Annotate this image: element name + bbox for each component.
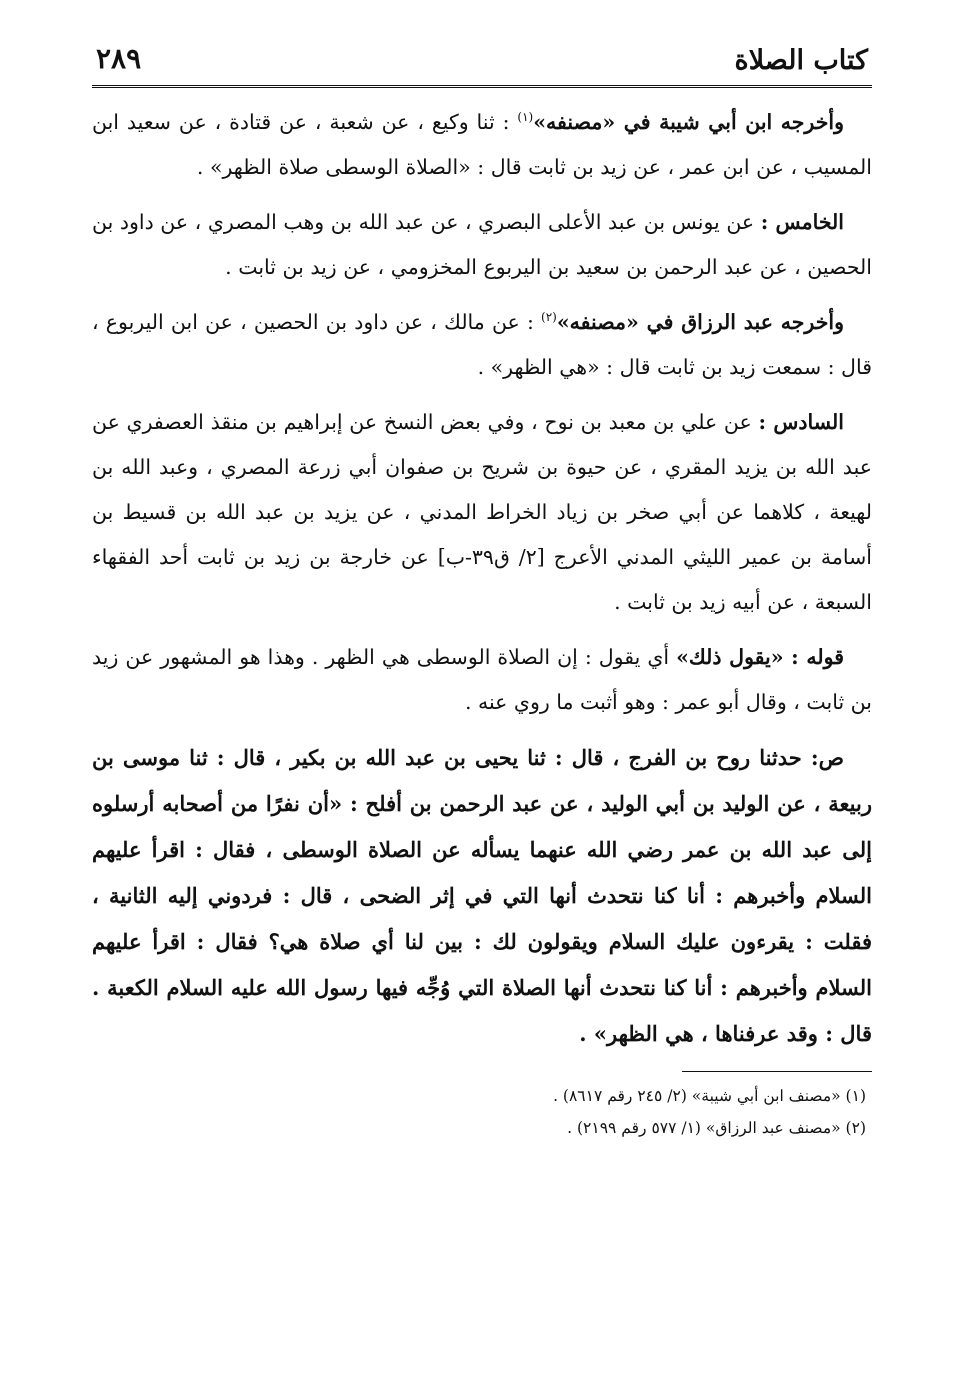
paragraph xyxy=(92,400,872,625)
paragraph-text: أي يقول : إن الصلاة الوسطى هي الظهر . وهذا هو المشهور عن زيد بن ثابت ، وقال أبو عمر : وهو أثبت ما روي عنه . xyxy=(92,645,872,714)
footnote: (١) «مصنف ابن أبي شيبة» (٢/ ٢٤٥ رقم ٨٦١٧) . xyxy=(553,1087,866,1105)
paragraph xyxy=(92,635,872,725)
page-number: ٢٨٩ xyxy=(96,42,142,75)
footnote-reference[interactable]: (٢) xyxy=(541,310,557,325)
paragraph xyxy=(92,300,872,390)
paragraph-text: : ثنا وكيع ، عن شعبة ، عن قتادة ، عن سعيد ابن المسيب ، عن ابن عمر ، عن زيد بن ثابت قال : «الصلاة الوسطى صلاة الظهر» . xyxy=(92,110,872,179)
book-title: كتاب الصلاة xyxy=(734,45,868,76)
footnote: (٢) «مصنف عبد الرزاق» (١/ ٥٧٧ رقم ٢١٩٩) . xyxy=(567,1119,866,1137)
footnote-divider xyxy=(682,1071,872,1072)
running-head xyxy=(92,38,872,88)
body-text xyxy=(92,100,872,1057)
paragraph-lead: الخامس : xyxy=(760,210,844,234)
paragraph xyxy=(92,200,872,290)
book-page xyxy=(92,38,872,1358)
footnotes xyxy=(92,1080,872,1144)
footnote-reference[interactable]: (١) xyxy=(517,110,534,125)
paragraph-lead: قوله : «يقول ذلك» xyxy=(676,645,844,669)
paragraph-text: عن علي بن معبد بن نوح ، وفي بعض النسخ عن إبراهيم بن منقذ العصفري عن عبد الله بن يزيد المقري ، عن حيوة بن شريح بن صفوان أبي زرعة المصري ، وعبد الله بن لهيعة ، كلاهما عن أبي صخر بن زياد الخراط المدني ، عن يزيد بن عبد الله بن قسيط بن أسامة بن عمير الليثي المدني الأعرج [٢/ ق٣٩-ب] عن خارجة بن زيد بن ثابت أحد الفقهاء السبعة ، عن أبيه زيد بن ثابت . xyxy=(92,410,872,614)
paragraph-lead: وأخرجه عبد الرزاق في «مصنفه» xyxy=(556,310,844,334)
hadith-text: ص: حدثنا روح بن الفرج ، قال : ثنا يحيى بن عبد الله بن بكير ، قال : ثنا موسى بن ربيعة ، عن الوليد بن أبي الوليد ، عن عبد الرحمن بن أفلح : «أن نفرًا من أصحابه أرسلوه إلى عبد الله بن عمر رضي الله عنهما يسأله عن الصلاة الوسطى ، فقال : اقرأ عليهم السلام وأخبرهم : أنا كنا نتحدث أنها التي في إثر الضحى ، قال : فردوني إليه الثانية ، فقلت : يقرءون عليك السلام ويقولون لك : بين لنا أي صلاة هي؟ فقال : اقرأ عليهم السلام وأخبرهم : أنا كنا نتحدث أنها الصلاة التي وُجِّه فيها رسول الله عليه السلام الكعبة . قال : وقد عرفناها ، هي الظهر» . xyxy=(92,745,872,1046)
paragraph-lead: وأخرجه ابن أبي شيبة في «مصنفه» xyxy=(533,110,844,134)
paragraph-text: : عن مالك ، عن داود بن الحصين ، عن ابن اليربوع ، قال : سمعت زيد بن ثابت قال : «هي الظهر» . xyxy=(92,310,872,379)
paragraph xyxy=(92,100,872,190)
paragraph-text: عن يونس بن عبد الأعلى البصري ، عن عبد الله بن وهب المصري ، عن داود بن الحصين ، عن عبد الرحمن بن سعيد بن اليربوع المخزومي ، عن زيد بن ثابت . xyxy=(92,210,872,279)
paragraph-lead: السادس : xyxy=(758,410,844,434)
